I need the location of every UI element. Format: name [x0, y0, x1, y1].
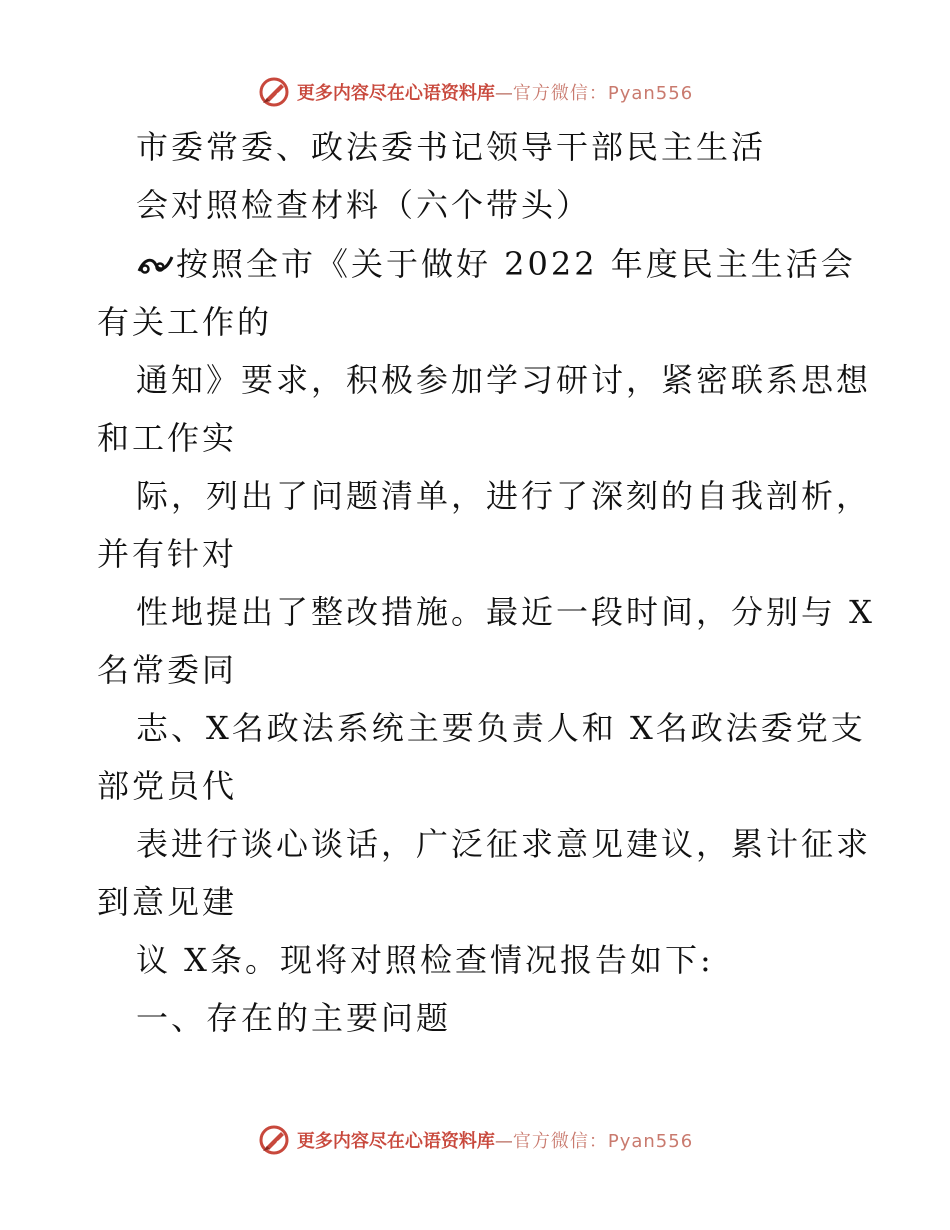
header-banner-inner [257, 75, 693, 109]
header-banner-wechat: 官方微信：Pyan556 [512, 83, 694, 104]
header-banner-dash: — [494, 83, 513, 104]
footer-banner-inner [257, 1123, 693, 1157]
paragraph-line-1 [136, 244, 856, 284]
paragraph-line-13: 议 X条。现将对照检查情况报告如下: [136, 941, 714, 979]
section-heading: 一、存在的主要问题 [136, 999, 452, 1037]
paragraph-line-9: 志、X名政法系统主要负责人和 X名政法委党支 [136, 709, 866, 747]
header-banner-text [297, 79, 693, 105]
footer-banner-wechat: 官方微信：Pyan556 [512, 1131, 694, 1152]
flourish-icon [136, 249, 176, 279]
header-banner-title: 更多内容尽在心语资料库 [296, 83, 495, 104]
paragraph-line-3: 通知》要求，积极参加学习研讨，紧密联系思想 [136, 361, 872, 399]
header-banner [0, 72, 950, 112]
footer-banner [0, 1120, 950, 1160]
paragraph-line-7: 性地提出了整改措施。最近一段时间，分别与 X [136, 593, 875, 631]
paragraph-line-12: 到意见建 [97, 883, 238, 921]
document-title-line-2: 会对照检查材料（六个带头） [136, 186, 592, 224]
pen-logo-icon [257, 1123, 291, 1157]
footer-banner-text [297, 1127, 693, 1153]
paragraph-line-11: 表进行谈心谈话，广泛征求意见建议，累计征求 [136, 825, 872, 863]
paragraph-line-4: 和工作实 [97, 419, 238, 457]
document-title-line-1: 市委常委、政法委书记领导干部民主生活 [136, 128, 767, 166]
paragraph-line-2: 有关工作的 [97, 303, 273, 341]
paragraph-line-8: 名常委同 [97, 651, 238, 689]
paragraph-line-10: 部党员代 [97, 767, 238, 805]
footer-banner-dash: — [494, 1131, 513, 1152]
paragraph-line-1-text: 按照全市《关于做好 2022 年度民主生活会 [176, 245, 856, 283]
paragraph-line-5: 际，列出了问题清单，进行了深刻的自我剖析， [136, 477, 872, 515]
footer-banner-title: 更多内容尽在心语资料库 [296, 1131, 495, 1152]
paragraph-line-6: 并有针对 [97, 535, 238, 573]
pen-logo-icon [257, 75, 291, 109]
